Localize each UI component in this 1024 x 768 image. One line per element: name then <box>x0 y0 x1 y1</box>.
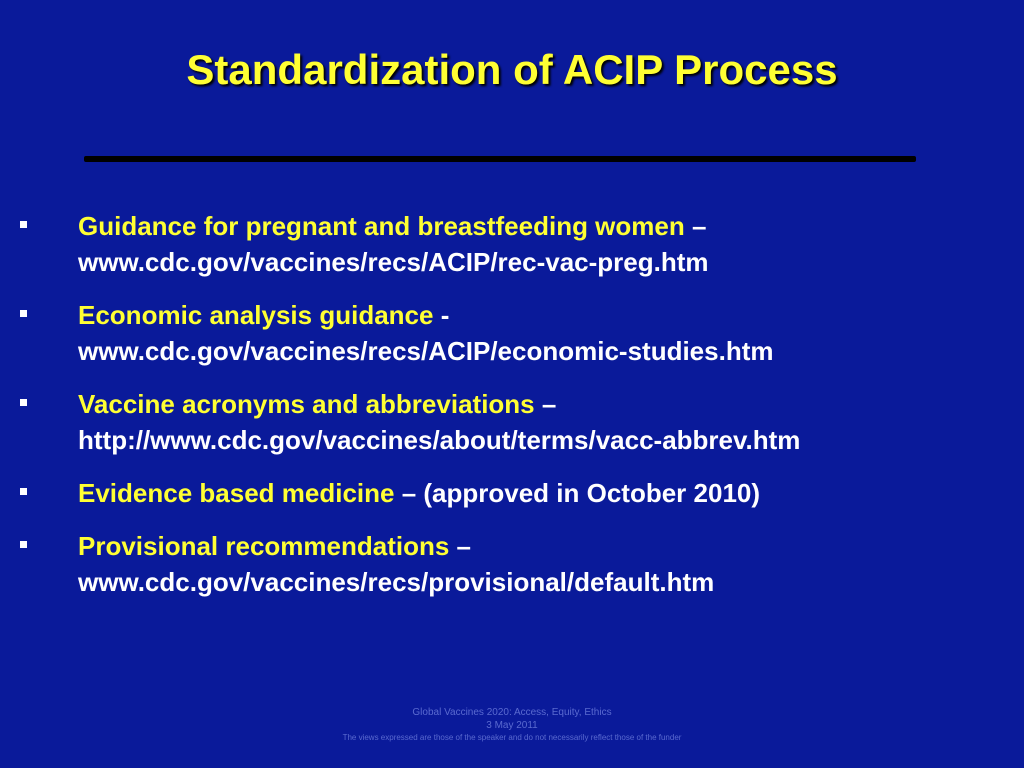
bullet-separator: – <box>684 211 707 241</box>
footer-line-event: Global Vaccines 2020: Access, Equity, Ethics <box>412 707 612 718</box>
square-bullet-icon <box>20 488 27 495</box>
slide-title: Standardization of ACIP Process <box>186 46 838 93</box>
footer-line-date: 3 May 2011 <box>486 720 538 731</box>
bullet-item-evidence <box>20 475 1010 511</box>
square-bullet-icon <box>20 310 27 317</box>
bullet-topic: Guidance for pregnant and breastfeeding women <box>78 211 685 241</box>
title-underline <box>84 156 916 162</box>
bullet-url: www.cdc.gov/vaccines/recs/ACIP/economic-studies.htm <box>78 336 774 366</box>
bullet-separator: – <box>449 531 472 561</box>
bullet-item-provisional <box>20 528 1010 600</box>
square-bullet-icon <box>20 541 27 548</box>
bullet-separator: – <box>394 478 417 508</box>
bullet-topic: Vaccine acronyms and abbreviations <box>78 389 535 419</box>
bullet-item-pregnancy <box>20 208 1010 280</box>
slide-footer <box>340 706 684 743</box>
bullet-item-economic <box>20 297 1010 369</box>
footer-line-disclaimer: The views expressed are those of the speaker and do not necessarily reflect those of the funder <box>342 733 682 742</box>
bullet-separator: - <box>433 300 450 330</box>
square-bullet-icon <box>20 221 27 228</box>
bullet-url: http://www.cdc.gov/vaccines/about/terms/vacc-abbrev.htm <box>78 425 801 455</box>
bullet-list <box>20 208 1010 617</box>
bullet-note: (approved in October 2010) <box>416 478 761 508</box>
bullet-topic: Provisional recommendations <box>78 531 450 561</box>
bullet-url: www.cdc.gov/vaccines/recs/provisional/default.htm <box>78 567 715 597</box>
bullet-topic: Evidence based medicine <box>78 478 395 508</box>
bullet-url: www.cdc.gov/vaccines/recs/ACIP/rec-vac-preg.htm <box>78 247 709 277</box>
bullet-separator: – <box>534 389 557 419</box>
bullet-item-acronyms <box>20 386 1010 458</box>
bullet-topic: Economic analysis guidance <box>78 300 434 330</box>
square-bullet-icon <box>20 399 27 406</box>
